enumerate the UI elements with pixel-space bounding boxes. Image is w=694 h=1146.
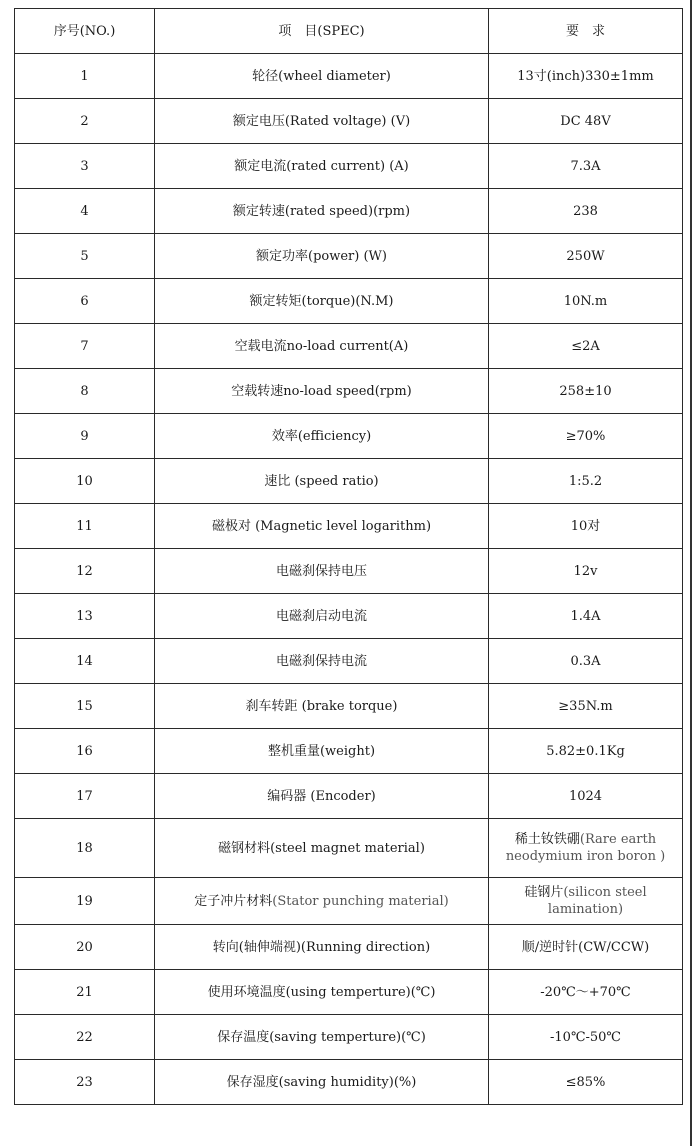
table-row [15,459,683,504]
header-row [15,9,683,54]
requirement-cn: 稀土钕铁硼 [514,832,580,847]
row-no: 19 [15,878,155,925]
table-row [15,878,683,925]
table-row [15,774,683,819]
table-row [15,234,683,279]
table-row [15,1015,683,1060]
header-spec: 项 目(SPEC) [155,9,489,54]
header-no: 序号(NO.) [15,9,155,54]
table-row [15,144,683,189]
row-requirement: 0.3A [489,639,683,684]
row-requirement: 10对 [489,504,683,549]
row-no: 10 [15,459,155,504]
row-no: 23 [15,1060,155,1105]
row-no: 6 [15,279,155,324]
row-no: 9 [15,414,155,459]
row-no: 4 [15,189,155,234]
row-no: 3 [15,144,155,189]
row-requirement: 10N.m [489,279,683,324]
row-spec: 空载电流no-load current(A) [155,324,489,369]
row-requirement: 1024 [489,774,683,819]
row-spec: 转向(轴伸端视)(Running direction) [155,925,489,970]
table-row [15,970,683,1015]
row-requirement: 258±10 [489,369,683,414]
row-no: 11 [15,504,155,549]
row-no: 15 [15,684,155,729]
row-requirement: 顺/逆时针(CW/CCW) [489,925,683,970]
table-row [15,99,683,144]
row-requirement: 13寸(inch)330±1mm [489,54,683,99]
row-spec: 额定电流(rated current) (A) [155,144,489,189]
row-requirement: ≤2A [489,324,683,369]
row-no: 8 [15,369,155,414]
row-spec: 电磁刹启动电流 [155,594,489,639]
row-spec: 速比 (speed ratio) [155,459,489,504]
row-requirement [489,819,683,878]
table-row [15,189,683,234]
row-no: 18 [15,819,155,878]
row-no: 5 [15,234,155,279]
row-no: 20 [15,925,155,970]
row-no: 1 [15,54,155,99]
row-requirement: -20℃～+70℃ [489,970,683,1015]
row-requirement: ≤85% [489,1060,683,1105]
row-no: 14 [15,639,155,684]
table-row [15,1060,683,1105]
row-spec: 额定转速(rated speed)(rpm) [155,189,489,234]
header-requirement: 要 求 [489,9,683,54]
row-no: 2 [15,99,155,144]
row-requirement: 1.4A [489,594,683,639]
row-no: 16 [15,729,155,774]
table-row [15,414,683,459]
row-requirement: 1:5.2 [489,459,683,504]
requirement-cn: 硅钢片 [524,885,564,900]
table-row [15,279,683,324]
table-row [15,369,683,414]
row-requirement: 7.3A [489,144,683,189]
row-spec: 整机重量(weight) [155,729,489,774]
row-no: 21 [15,970,155,1015]
spec-table [14,8,683,1105]
row-spec: 效率(efficiency) [155,414,489,459]
table-row [15,54,683,99]
row-spec: 编码器 (Encoder) [155,774,489,819]
row-requirement: 238 [489,189,683,234]
table-row [15,549,683,594]
requirement-en: (silicon steel lamination) [547,885,647,917]
row-requirement: DC 48V [489,99,683,144]
row-spec: 轮径(wheel diameter) [155,54,489,99]
row-spec: 额定功率(power) (W) [155,234,489,279]
row-spec: 刹车转距 (brake torque) [155,684,489,729]
row-no: 13 [15,594,155,639]
row-spec: 空载转速no-load speed(rpm) [155,369,489,414]
row-no: 22 [15,1015,155,1060]
row-no: 12 [15,549,155,594]
spec-en: (Stator punching material) [272,893,449,909]
row-spec [155,878,489,925]
row-requirement: 5.82±0.1Kg [489,729,683,774]
spec-cn: 定子冲片材料 [194,893,273,909]
row-requirement: -10℃-50℃ [489,1015,683,1060]
row-spec: 磁极对 (Magnetic level logarithm) [155,504,489,549]
row-spec: 电磁刹保持电流 [155,639,489,684]
row-no: 7 [15,324,155,369]
table-row [15,729,683,774]
row-spec: 额定转矩(torque)(N.M) [155,279,489,324]
table-row [15,925,683,970]
row-spec: 保存湿度(saving humidity)(%) [155,1060,489,1105]
row-requirement [489,878,683,925]
table-row [15,639,683,684]
table-row [15,594,683,639]
table-row [15,684,683,729]
row-requirement: 12v [489,549,683,594]
row-spec: 使用环境温度(using temperture)(℃) [155,970,489,1015]
row-spec: 电磁刹保持电压 [155,549,489,594]
page-edge-line [690,0,692,1146]
row-requirement: ≥70% [489,414,683,459]
row-requirement: 250W [489,234,683,279]
requirement-en: (Rare earth neodymium iron boron ) [505,832,666,864]
row-spec: 保存温度(saving temperture)(℃) [155,1015,489,1060]
row-spec: 额定电压(Rated voltage) (V) [155,99,489,144]
row-no: 17 [15,774,155,819]
table-row [15,324,683,369]
table-row [15,819,683,878]
row-spec: 磁钢材料(steel magnet material) [155,819,489,878]
table-row [15,504,683,549]
row-requirement: ≥35N.m [489,684,683,729]
